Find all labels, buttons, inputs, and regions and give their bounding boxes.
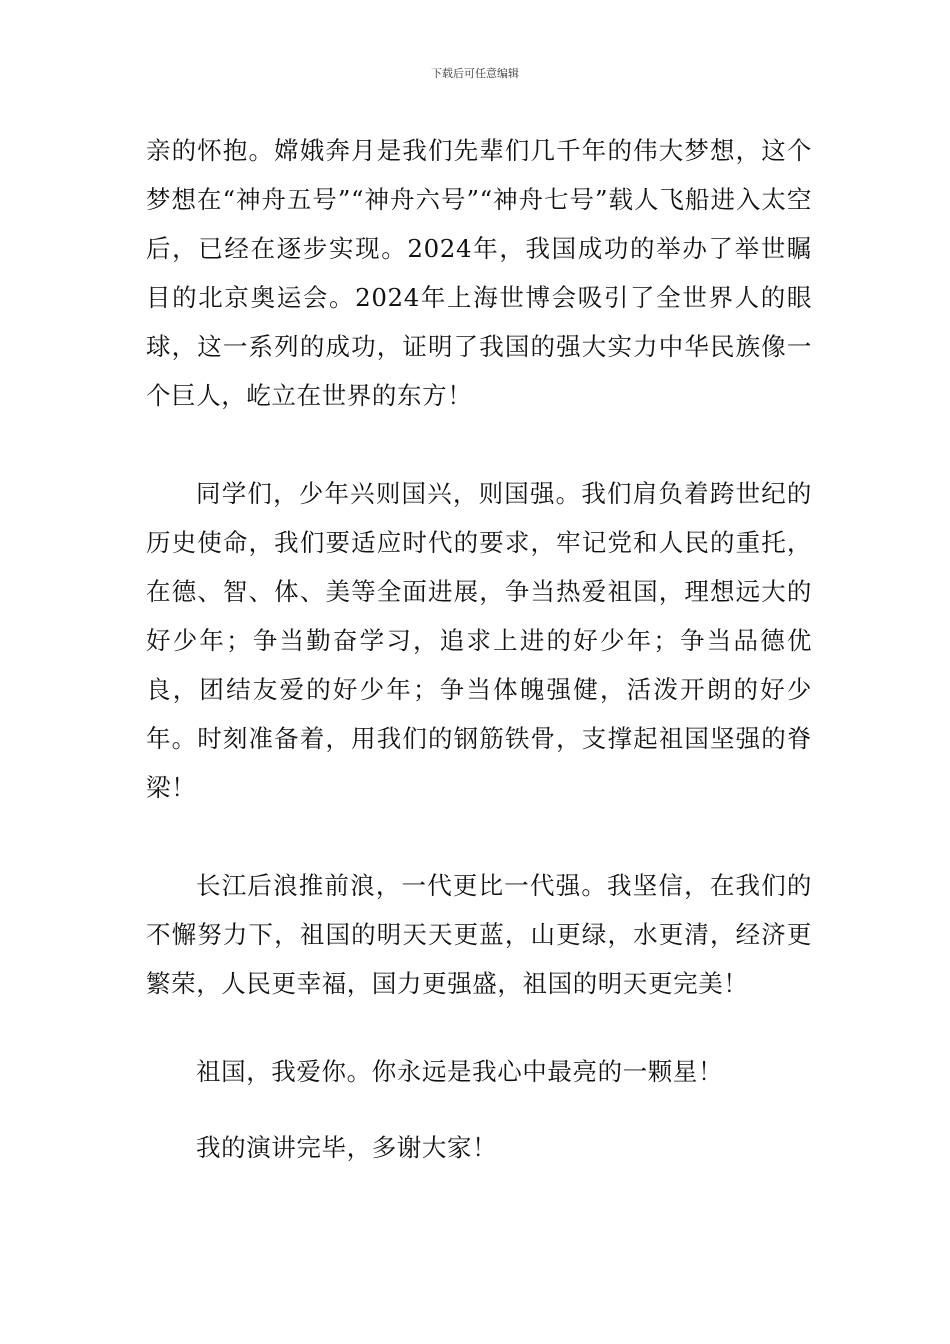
paragraph-future: 长江后浪推前浪，一代更比一代强。我坚信，在我们的不懈努力下，祖国的明天天更蓝，山更绿，水更清，经济更繁荣，人民更幸福，国力更强盛，祖国的明天更完美！ — [146, 871, 812, 998]
paragraph-closing: 我的演讲完毕，多谢大家！ — [196, 1133, 498, 1162]
paragraph-youth: 同学们，少年兴则国兴，则国强。我们肩负着跨世纪的历史使命，我们要适应时代的要求，牢记党和人民的重托，在德、智、体、美等全面进展，争当热爱祖国，理想远大的好少年；争当勤奋学习，追求上进的好少年；争当品德优良，团结友爱的好少年；争当体魄强健，活泼开朗的好少年。时刻准备着，用我们的钢筋铁骨，支撑起祖国坚强的脊梁！ — [146, 479, 812, 802]
paragraph-continued: 亲的怀抱。嫦娥奔月是我们先辈们几千年的伟大梦想，这个梦想在“神舟五号”“神舟六号”“神舟七号”载人飞船进入太空后，已经在逐步实现。2024年，我国成功的举办了举世瞩目的北京奥运会。2024年上海世博会吸引了全世界人的眼球，这一系列的成功，证明了我国的强大实力中华民族像一个巨人，屹立在世界的东方！ — [146, 136, 812, 410]
paragraph-love-motherland: 祖国，我爱你。你永远是我心中最亮的一颗星！ — [196, 1057, 724, 1086]
page-header: 下载后可任意编辑 — [431, 67, 519, 80]
document-body — [146, 126, 812, 1172]
